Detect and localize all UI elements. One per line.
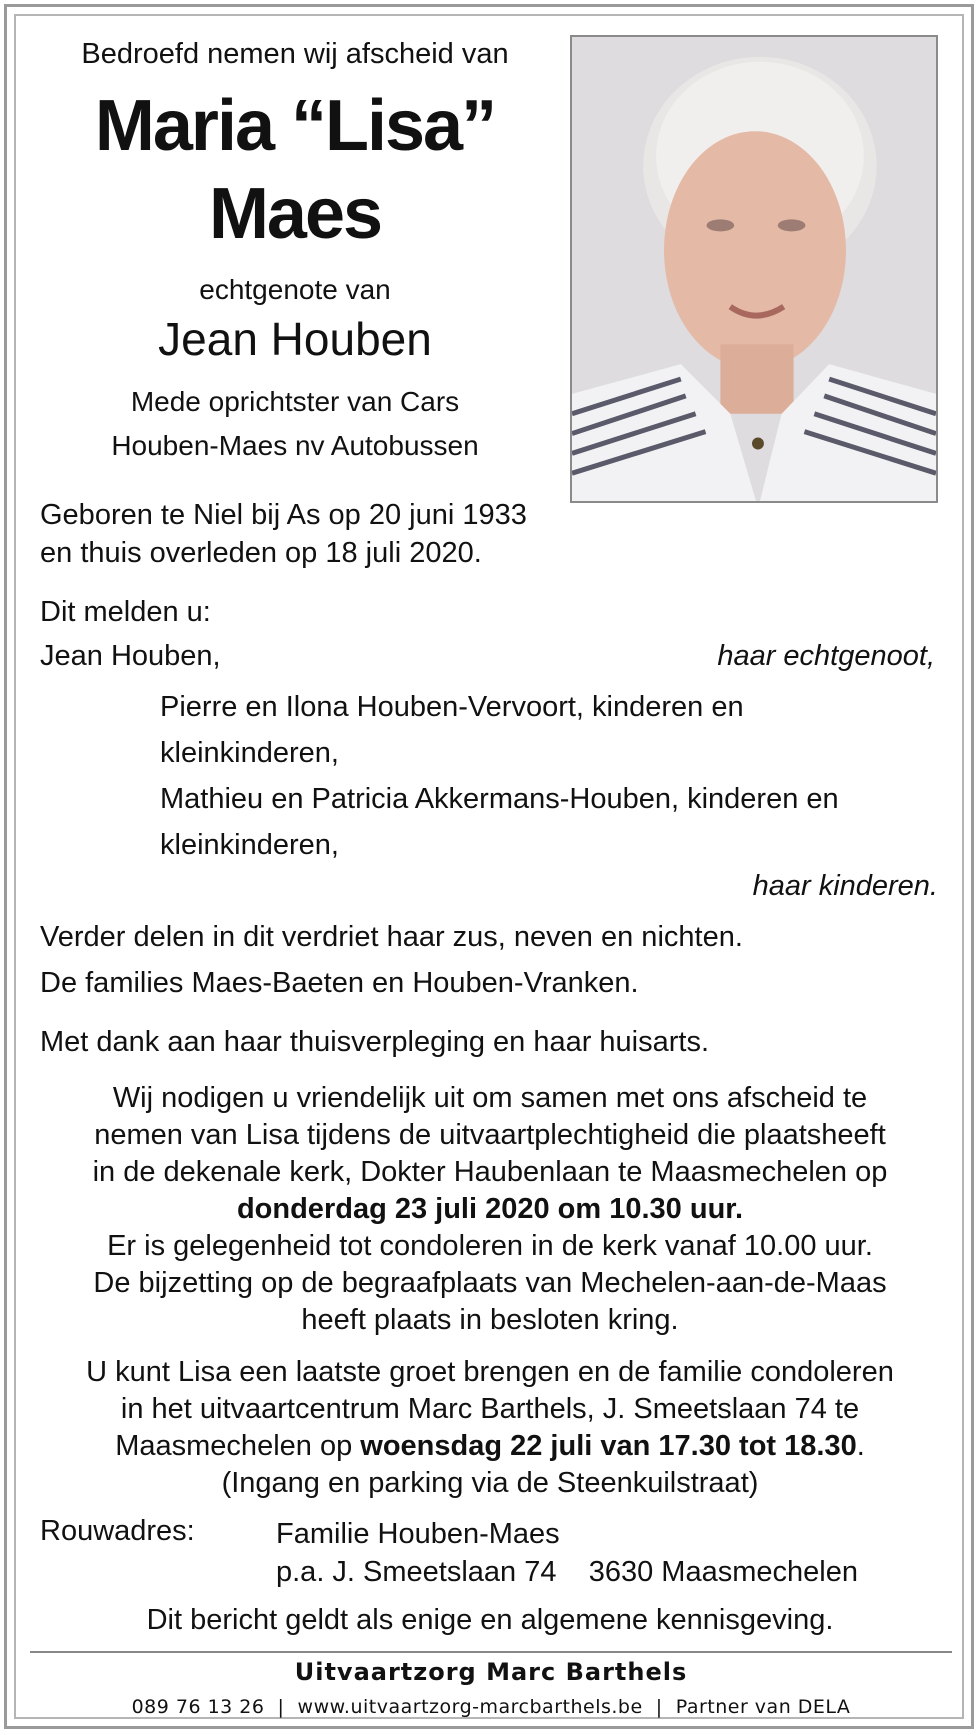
portrait-image bbox=[572, 37, 936, 501]
visitation-line bbox=[40, 1428, 940, 1465]
birth-death-text bbox=[40, 496, 560, 572]
invitation-text bbox=[40, 1080, 940, 1339]
invitation-line: nemen van Lisa tijdens de uitvaartplechtigheid die plaatsheeft bbox=[94, 1119, 886, 1151]
visitation-line: in het uitvaartcentrum Marc Barthels, J. Smeetslaan 74 te bbox=[120, 1393, 860, 1425]
funeral-home-name: Uitvaartzorg Marc Barthels bbox=[294, 1658, 688, 1686]
children-line: Pierre en Ilona Houben-Vervoort, kinderen en bbox=[160, 691, 744, 723]
children-line: kleinkinderen, bbox=[160, 829, 339, 861]
husband-relation: haar echtgenoot, bbox=[717, 640, 935, 672]
address-line1: Familie Houben-Maes bbox=[276, 1518, 560, 1550]
address-line2: p.a. J. Smeetslaan 74 3630 Maasmechelen bbox=[276, 1556, 858, 1588]
deceased-name-line1: Maria “Lisa” bbox=[94, 86, 496, 166]
invitation-line: Wij nodigen u vriendelijk uit om samen met ons afscheid te bbox=[112, 1082, 868, 1114]
funeral-date: donderdag 23 juli 2020 om 10.30 uur. bbox=[236, 1193, 744, 1225]
visitation-text bbox=[40, 1354, 940, 1502]
invitation-line: Er is gelegenheid tot condoleren in de kerk vanaf 10.00 uur. bbox=[107, 1230, 873, 1262]
deceased-name-line2: Maes bbox=[208, 174, 382, 254]
visitation-suffix: . bbox=[856, 1430, 865, 1462]
children-relation: haar kinderen. bbox=[752, 870, 938, 902]
thanks-text: Met dank aan haar thuisverpleging en haar huisarts. bbox=[40, 1026, 710, 1058]
funeral-home-contact: 089 76 13 26 | www.uitvaartzorg-marcbarthels.be | Partner van DELA bbox=[131, 1696, 851, 1718]
further-line1: Verder delen in dit verdriet haar zus, neven en nichten. bbox=[40, 921, 743, 953]
role-line2: Houben-Maes nv Autobussen bbox=[111, 430, 479, 461]
portrait-photo bbox=[570, 35, 938, 503]
invitation-line: heeft plaats in besloten kring. bbox=[301, 1304, 679, 1336]
further-line2: De families Maes-Baeten en Houben-Vranken. bbox=[40, 967, 639, 999]
mourners-intro: Dit melden u: bbox=[40, 596, 211, 628]
invitation-line: De bijzetting op de begraafplaats van Mechelen-aan-de-Maas bbox=[93, 1267, 887, 1299]
birth-line: Geboren te Niel bij As op 20 juni 1933 bbox=[40, 499, 527, 531]
mourning-address bbox=[276, 1515, 858, 1591]
invitation-line: in de dekenale kerk, Dokter Haubenlaan te Maasmechelen op bbox=[92, 1156, 888, 1188]
husband-name: Jean Houben, bbox=[40, 640, 221, 672]
visitation-line: U kunt Lisa een laatste groet brengen en de familie condoleren bbox=[86, 1356, 894, 1388]
husband-row bbox=[40, 640, 935, 673]
role-line1: Mede oprichtster van Cars bbox=[130, 386, 460, 417]
address-label: Rouwadres: bbox=[40, 1515, 195, 1547]
spouse-prefix: echtgenote van bbox=[199, 274, 391, 305]
further-mourners bbox=[40, 914, 743, 1006]
notice-text: Dit bericht geldt als enige en algemene kennisgeving. bbox=[146, 1604, 834, 1636]
visitation-time: woensdag 22 juli van 17.30 tot 18.30 bbox=[360, 1430, 857, 1462]
footer-divider bbox=[30, 1651, 952, 1653]
children-line: kleinkinderen, bbox=[160, 737, 339, 769]
death-line: en thuis overleden op 18 juli 2020. bbox=[40, 537, 482, 569]
spouse-name: Jean Houben bbox=[158, 313, 432, 365]
intro-text: Bedroefd nemen wij afscheid van bbox=[81, 38, 509, 70]
visitation-line: (Ingang en parking via de Steenkuilstraat) bbox=[221, 1467, 759, 1499]
children-line: Mathieu en Patricia Akkermans-Houben, kinderen en bbox=[160, 783, 839, 815]
visitation-prefix: Maasmechelen op bbox=[115, 1430, 361, 1462]
role-text bbox=[40, 380, 550, 468]
children-list bbox=[160, 684, 900, 868]
deceased-name bbox=[40, 82, 550, 258]
